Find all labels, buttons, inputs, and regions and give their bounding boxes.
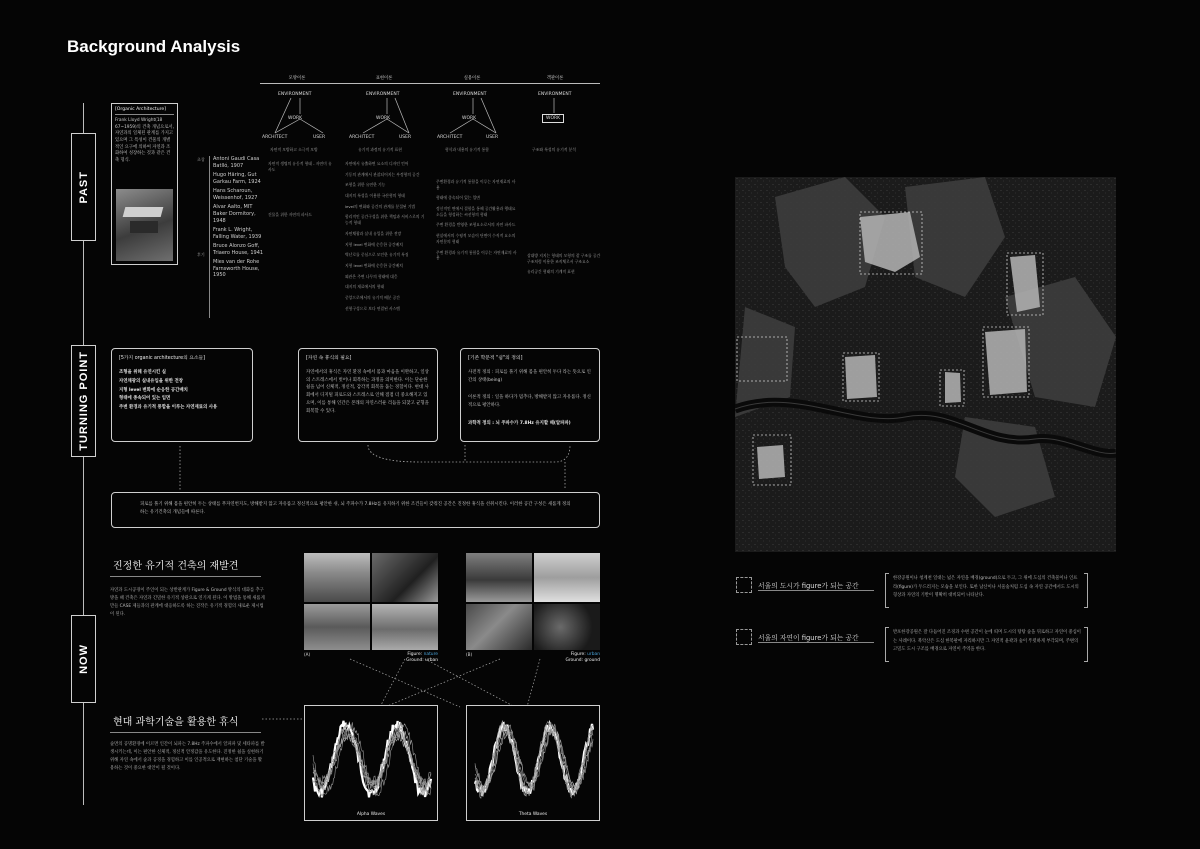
tree-environment: ENVIRONMENT — [538, 92, 572, 97]
era-turning-point: TURNING POINT — [71, 345, 96, 457]
theory-notes-2: 자연에서 유출하면 요소의 디자인 언어 기둥의 관계에서 관찰되어지는 부정형의 공간 조형을 위한 유연한 기능 대지의 특성을 이용한 국산형의 형태 level의 변화와 공간의 관계를 분절된 기법 합리적인 공간구성을 위한 책임과 서비스로의 기능적 형태 자연채광과 실내 유입을 위한 전망 지형 level 변화에 순응한 공간배치 벽난로를 중심으로 모인한 유기적 특징 지형 level 변화에 순응한 공간배치 외관은 주변 나무의 형태에 대응 대지의 재료에서의 형태 중앙으로에서의 유기적 배분 공간 선형구성으로 보다 연결된 사스템 — [345, 161, 425, 311]
theory-header-line — [260, 83, 600, 84]
architect-divider — [209, 156, 210, 318]
wave-trace — [313, 735, 431, 787]
photo-park-1 — [304, 553, 370, 602]
theory-head-pragmatic: 실용이론 — [463, 76, 481, 81]
alpha-wave-caption: Alpha Waves — [356, 812, 386, 817]
architect-item: Antoni Gaudi Casa Batlló, 1907 — [213, 156, 260, 169]
tree-architect: ARCHITECT — [262, 135, 288, 140]
box-header: [자연 속 휴식의 필요] — [306, 356, 352, 361]
alpha-wave-box — [304, 705, 438, 821]
list-item: 주변 환경과 유기적 통합을 이루는 자연재료의 사용 — [119, 405, 218, 411]
page-title: Background Analysis — [67, 37, 241, 56]
list-item: 지형 level 변화에 순응한 공간배치 — [119, 387, 188, 393]
legend-square-urban-figure — [736, 577, 752, 593]
list-item: 조형을 위해 유연시킨 실 — [119, 370, 167, 375]
bracket-right — [1084, 573, 1088, 608]
tree-architect: ARCHITECT — [437, 135, 463, 140]
architect-item: Hans Scharoun, Weissenhof, 1927 — [213, 188, 258, 201]
tree-environment: ENVIRONMENT — [278, 92, 312, 97]
wave-trace — [313, 730, 431, 788]
tree-work: WORK — [288, 116, 303, 121]
photo-building-3 — [466, 604, 532, 650]
architect-item: Mies van der Rohe Farnsworth House, 1950 — [213, 258, 260, 279]
tree-work: WORK — [462, 116, 477, 121]
legend-label-nature-figure: 서울의 자연이 figure가 되는 공간 — [758, 634, 859, 642]
box-text: 자연에서의 휴식은 자연 환경 속에서 몸과 마음을 이완하고, 일상의 스트레스에서 벗어나 회복하는 과정을 의미한다. 이는 단순한 쉼을 넘어 신체적, 정신적, 감각적 회복을 돕는 경험이다. 현대 사회에서 디지털 피로도와 스트레스로 인해 점점 더 중요해지고 있으며, 이를 통해 인간은 본래의 자연스러운 리듬을 되찾고 균형을 회복할 수 있다. — [306, 370, 429, 414]
tree-work: WORK — [376, 116, 391, 121]
list-item: 형태에 종속되어 있는 입면 — [119, 396, 171, 402]
theory-caption: 구조와 특성의 유기적 분석 — [532, 147, 576, 152]
architect-item: Alvar Aalto, MIT Baker Dormitory, 1948 — [213, 204, 256, 224]
era-past: PAST — [71, 133, 96, 241]
box-header: [기존 학문적 "쉼"의 정의] — [468, 356, 523, 361]
theory-notes-3: 주변환경과 유기적 통합을 이루는 자연재료의 사용 형태에 종속되어 있는 입면 정신적인 면에서 결합을 통해 공간활용과 행태요소들을 형성하는 씨선형의 형태 주변 환경을 반영한 조형요소로서의 자연 파사드 현실에서의 수평적 모습이 단면이 수직적 요소의 자연분의 형태 주변 환경과 유기적 통합을 이루는 자연재료의 사용 — [436, 179, 517, 261]
tree-environment: ENVIRONMENT — [453, 92, 487, 97]
nature-rest-box — [298, 348, 438, 442]
tree-user: USER — [313, 135, 326, 140]
theory-head-objective: 객관이론 — [546, 76, 564, 81]
box-header: [5가지 organic architecture의 요소들] — [119, 356, 206, 361]
theory-notes-1: 자연적 생명의 유동적 형태 - 자연미 유사도 건물을 위한 자연의 파사드 — [268, 161, 332, 218]
theory-caption: 자연적 모방하고 소극적 모방 — [270, 147, 318, 152]
legend-square-nature-figure — [736, 629, 752, 645]
photo-group-b-label: (B) — [466, 652, 473, 657]
list-item: 사전적 정의 : 피로를 풀기 위해 몸을 편안히 두다 라는 뜻으로 인간의 상태(being) — [468, 370, 591, 383]
tree-work-boxed: WORK — [542, 114, 564, 123]
theory-tree-lines — [255, 88, 605, 143]
photo-group-a-figure: Figure: nature Ground: urban — [406, 652, 438, 663]
period-late: 후기 — [197, 252, 205, 257]
section-title-technology: 현대 과학기술을 활용한 휴식 — [110, 711, 261, 733]
photo-building-2 — [534, 553, 600, 602]
theory-caption: 유기적 과정의 유기적 표현 — [358, 147, 402, 152]
organic-elements-box — [111, 348, 253, 442]
theta-wave-box — [466, 705, 600, 821]
organic-header: [Organic Architecture] — [115, 107, 174, 115]
theory-head-mimesis: 모방이론 — [288, 76, 306, 81]
architect-list — [213, 156, 268, 282]
section-title-rediscovery: 진정한 유기적 건축의 재발견 — [110, 555, 261, 577]
rest-definition-box — [460, 348, 600, 442]
organic-architecture-box — [111, 103, 178, 265]
theta-wave-caption: Theta Waves — [518, 812, 548, 817]
architect-item: Hugo Häring, Gut Garkau Farm, 1924 — [213, 172, 261, 185]
tree-environment: ENVIRONMENT — [366, 92, 400, 97]
section-text-rediscovery: 자연과 도시공경이 주인이 되는 상반관계가 Figure & Ground 방식의 대화를 추구 방을 때 건축은 자연과 긴밀한 유기적 상관으로 연기게 된다. 이 방법을 통해 새롭게 만들 CASE 제들과의 관계에 대응하도록 하는 진작은 유기적 경험의 새로운 제시법이 된다. — [110, 588, 265, 617]
tree-user: USER — [399, 135, 412, 140]
legend-divider — [758, 590, 874, 591]
wave-trace — [313, 730, 431, 789]
bracket-left — [885, 573, 889, 608]
legend-divider — [758, 642, 874, 643]
organic-text: Frank Lloyd Wright(18 67~1959)의 건축 개념으로서, 자연과의 일체된 관계를 가지고 있으며 그 특성이 건물의 개별적인 요구에 의하여 자연과 조화하여 성장하는 것과 같은 건축 형식. — [115, 118, 174, 163]
photo-park-4 — [372, 604, 438, 650]
bracket-right — [1084, 627, 1088, 662]
fallingwater-photo — [116, 189, 173, 261]
theory-caption: 형식과 내용의 유기적 통합 — [445, 147, 489, 152]
architect-item: Frank L. Wright, Falling Water, 1939 — [213, 226, 262, 240]
turning-connectors — [170, 442, 610, 494]
photo-group-b-figure: Figure: urban Ground: ground — [565, 652, 600, 663]
section-text-technology: 숲면의 공명환경에 이르면 인간이 뇌파는 7.8Hz 주파수에서 알파파 및 세타파를 발생시키는데, 이는 편안한 신체적, 정신적 안정감을 유도한다. 진정한 쉼을 실현하기 위해 자연 속에서 숲과 공경을 경험하고 이를 인공적으로 재현하는 첨단 기술을 활용하는 것이 중요한 대안이 될 것이다. — [110, 742, 265, 771]
theory-notes-4: 상대방 지지는 형태의 모형의 잘 구조를 공간구조처럼 이용한 조직체로서 구조요소 유리공간 형태의 기계적 표현 — [527, 253, 601, 275]
tree-user: USER — [486, 135, 499, 140]
architect-item: Bruce Alonzo Goff, Triaero House, 1941 — [213, 242, 264, 256]
theta-wave-plot — [467, 706, 601, 812]
era-now: NOW — [71, 615, 96, 703]
period-early: 초창 — [197, 157, 205, 162]
list-item: 이론적 정의 : 일을 하다가 멈추다, 방해받지 않고 자유롭다. 정신적으로 평안하다. — [468, 395, 591, 409]
list-item: 과학적 정의 : 뇌 주파수가 7.8Hz 유지할 때(알파파) — [468, 420, 571, 426]
photo-group-a-label: (A) — [304, 652, 311, 657]
photo-park-2 — [372, 553, 438, 602]
seoul-map — [735, 177, 1116, 552]
wave-trace — [313, 721, 431, 798]
legend-label-urban-figure: 서울의 도시가 figure가 되는 공간 — [758, 582, 859, 590]
bracket-left — [885, 627, 889, 662]
map-drawing — [735, 177, 1116, 552]
legend-text-nature-figure: 반포한강공원은 잘 다듬어진 조경과 수변 공간이 눈에 띄며 도시의 탕탕 숲을 뒤로하고 자연이 중심이는 사례이다. 북악산은 도심 한복판에 자리하지만 그 자연적 윤곽과 숲이 뚜렷하게 부각되며, 주변의 고밀도 도시 구조를 배경으로 자연이 주역을 한다. — [893, 630, 1081, 653]
photo-building-4 — [534, 604, 600, 650]
summary-box: 피로를 풀기 위해 몸을 편안히 두는 상태를 무자연번지도, 방해받지 않고 자유롭고 정신적으로 평안한 쉬, 뇌 주파수가 7.8Hz를 유지하기 위한 조건들이 갖춰진 공간은 진정한 휴식을 선취시킨다. 이러한 공간 구성은 새롭게 정의하는 유기건축의 개념들에 따른다. — [111, 492, 600, 528]
photo-park-3 — [304, 604, 370, 650]
photo-building-1 — [466, 553, 532, 602]
list-item: 자연채광의 실내유입을 위한 전창 — [119, 378, 183, 384]
legend-text-urban-figure: 한강공원이나 청계천 일대는 넓은 자연을 배경(ground)으로 두고, 그 위에 도심의 건축물이나 인프라(figure)가 두드러지는 모습을 보인다. 또한 남산이나 서울숲처럼 도심 속 자연 공간에서도 도시의 형상과 자연의 기반이 명확히 대비되어 나타난다. — [893, 576, 1079, 599]
alpha-wave-plot — [305, 706, 439, 812]
theory-head-expression: 표현이론 — [375, 76, 393, 81]
tree-architect: ARCHITECT — [349, 135, 375, 140]
